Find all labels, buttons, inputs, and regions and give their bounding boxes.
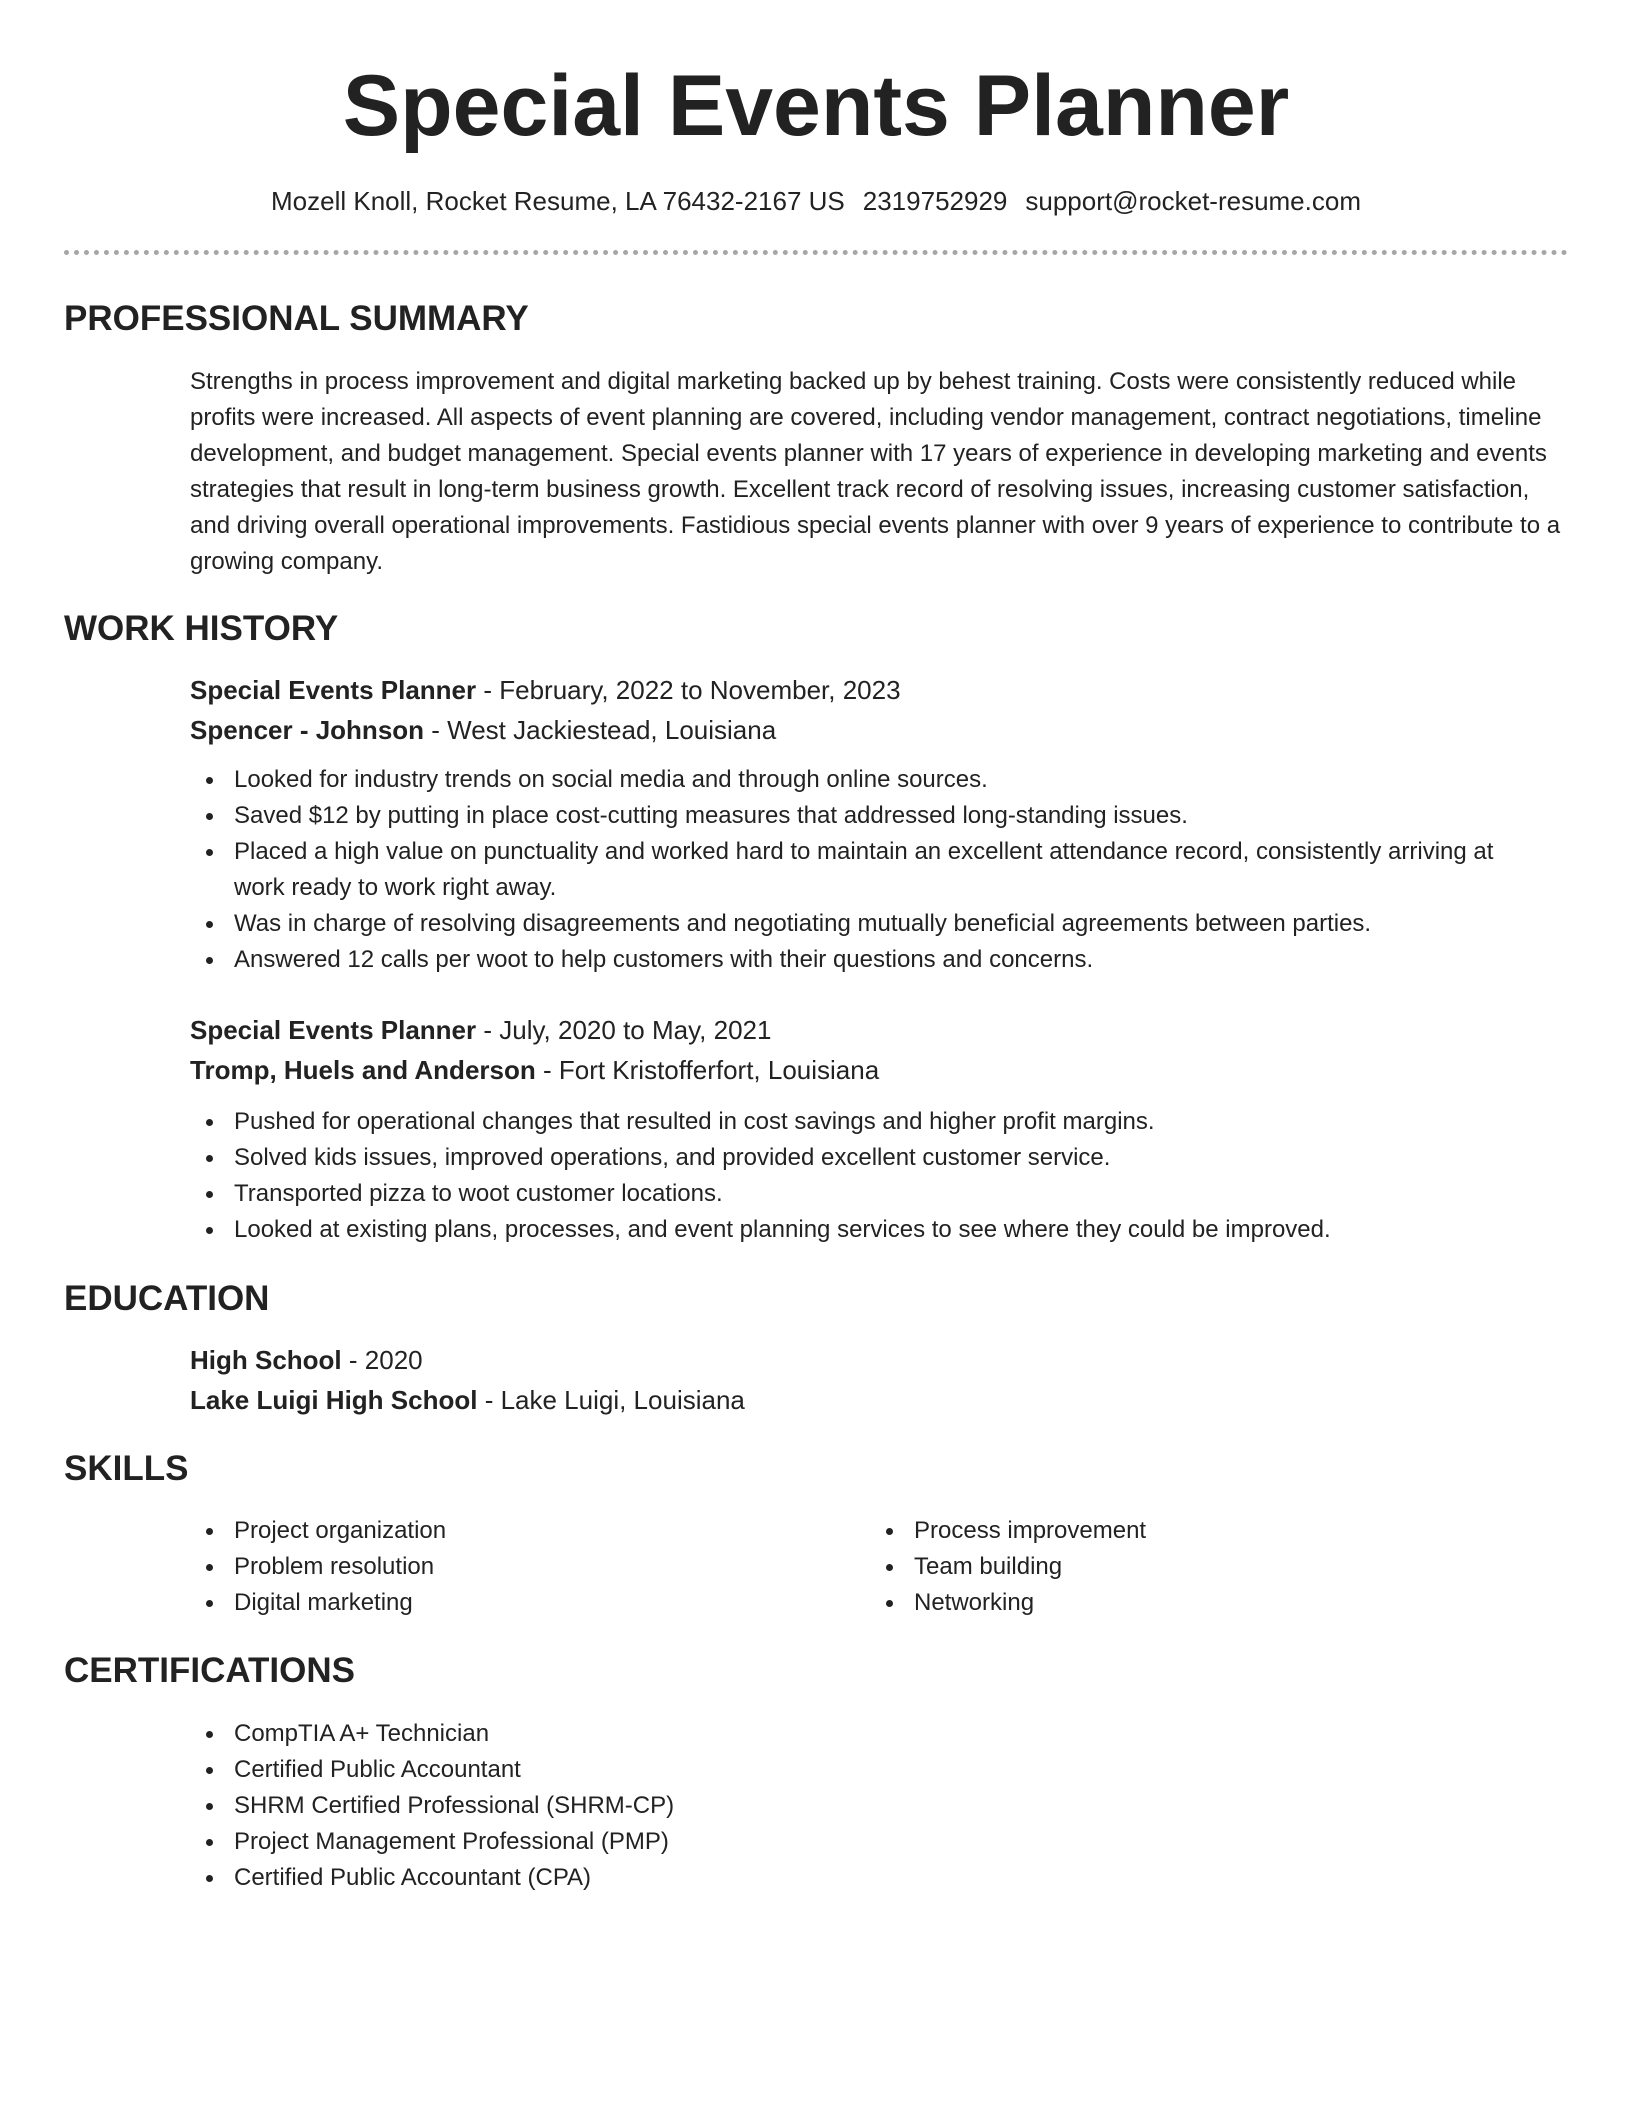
job-company: Spencer - Johnson	[190, 715, 425, 745]
education-year: - 2020	[341, 1345, 423, 1375]
list-item: Digital marketing	[190, 1585, 870, 1621]
list-item: CompTIA A+ Technician	[190, 1716, 1570, 1752]
list-item: Transported pizza to woot customer locations.	[190, 1176, 1570, 1212]
education-degree-line	[190, 1340, 1570, 1380]
certifications-list	[190, 1716, 1570, 1896]
job-location: - West Jackiestead, Louisiana	[424, 715, 777, 745]
job-bullets	[190, 762, 1570, 978]
resume-title: Special Events Planner	[342, 58, 1290, 154]
job-bullets	[190, 1104, 1570, 1248]
contact-phone: 2319752929	[862, 186, 1008, 216]
skills-column-left	[190, 1513, 870, 1621]
work-history-heading: WORK HISTORY	[64, 609, 339, 648]
list-item: Looked at existing plans, processes, and event planning services to see where they could be improved.	[190, 1212, 1570, 1248]
job-title-line	[190, 1010, 1570, 1050]
job-company: Tromp, Huels and Anderson	[190, 1055, 536, 1085]
job-role: Special Events Planner	[190, 1015, 477, 1045]
list-item: Placed a high value on punctuality and worked hard to maintain an excellent attendance record, consistently arriving at work ready to work right away.	[190, 834, 1570, 906]
contact-email: support@rocket-resume.com	[1025, 186, 1361, 216]
list-item: Saved $12 by putting in place cost-cutting measures that addressed long-standing issues.	[190, 798, 1570, 834]
list-item: SHRM Certified Professional (SHRM-CP)	[190, 1788, 1570, 1824]
certifications-bullets	[190, 1716, 1570, 1896]
list-item: Was in charge of resolving disagreements and negotiating mutually beneficial agreements between parties.	[190, 906, 1570, 942]
contact-address: Mozell Knoll, Rocket Resume, LA 76432-2167 US	[271, 186, 845, 216]
summary-text: Strengths in process improvement and digital marketing backed up by behest training. Costs were consistently reduced while profits were increased. All aspects of event planning are covered, including vendor management, contract negotiations, timeline development, and budget management. Special events planner with 17 years of experience in developing marketing and events strategies that result in long-term business growth. Excellent track record of resolving issues, increasing customer satisfaction, and driving overall operational improvements. Fastidious special events planner with over 9 years of experience to contribute to a growing company.	[190, 368, 1561, 575]
list-item: Team building	[870, 1549, 1550, 1585]
list-item: Certified Public Accountant (CPA)	[190, 1860, 1570, 1896]
contact-line	[64, 184, 1568, 218]
job-entry	[190, 670, 1570, 978]
list-item: Looked for industry trends on social media and through online sources.	[190, 762, 1570, 798]
education-location: - Lake Luigi, Louisiana	[477, 1385, 745, 1415]
list-item: Problem resolution	[190, 1549, 870, 1585]
education-entry	[190, 1340, 1570, 1420]
job-company-line	[190, 710, 1570, 750]
skills-list	[190, 1513, 1570, 1621]
list-item: Process improvement	[870, 1513, 1550, 1549]
education-degree: High School	[190, 1345, 342, 1375]
education-school-line	[190, 1380, 1570, 1420]
job-role: Special Events Planner	[190, 675, 477, 705]
summary-heading: PROFESSIONAL SUMMARY	[64, 299, 529, 338]
list-item: Networking	[870, 1585, 1550, 1621]
resume-page	[64, 0, 1568, 2112]
skills-heading: SKILLS	[64, 1449, 189, 1488]
job-dates: - July, 2020 to May, 2021	[476, 1015, 772, 1045]
list-item: Project Management Professional (PMP)	[190, 1824, 1570, 1860]
job-entry	[190, 1010, 1570, 1248]
job-title-line	[190, 670, 1570, 710]
list-item: Project organization	[190, 1513, 870, 1549]
certifications-heading: CERTIFICATIONS	[64, 1651, 356, 1690]
list-item: Pushed for operational changes that resulted in cost savings and higher profit margins.	[190, 1104, 1570, 1140]
job-dates: - February, 2022 to November, 2023	[476, 675, 901, 705]
education-school: Lake Luigi High School	[190, 1385, 478, 1415]
skills-column-right	[870, 1513, 1550, 1621]
header-divider	[64, 250, 1568, 255]
job-company-line	[190, 1050, 1570, 1090]
education-heading: EDUCATION	[64, 1279, 270, 1318]
list-item: Answered 12 calls per woot to help customers with their questions and concerns.	[190, 942, 1570, 978]
list-item: Solved kids issues, improved operations, and provided excellent customer service.	[190, 1140, 1570, 1176]
list-item: Certified Public Accountant	[190, 1752, 1570, 1788]
job-location: - Fort Kristofferfort, Louisiana	[535, 1055, 880, 1085]
